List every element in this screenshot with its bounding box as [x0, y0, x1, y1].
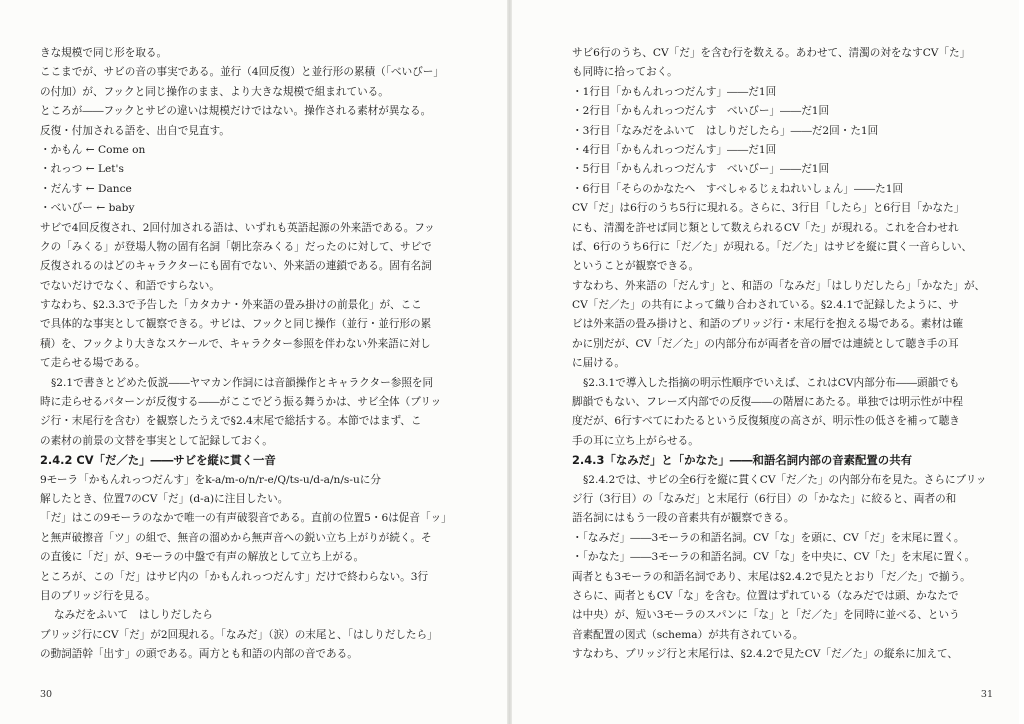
- text-line: ジ行・末尾行を含む）を観察したうえで§2.4末尾で総括する。本節ではまず、こ: [40, 415, 422, 428]
- list-item: ・2行目「かもんれっつだんす べいびー」――だ1回: [572, 105, 830, 118]
- right-page-body: [572, 44, 993, 665]
- left-page: [0, 0, 507, 724]
- list-item: ・れっつ ← Let's: [40, 163, 124, 176]
- text-line: ということが観察できる。: [572, 260, 700, 273]
- text-line: 度だが、6行すべてにわたるという反復頻度の高さが、明示性の低さを補って聴き: [572, 415, 960, 428]
- text-line: に届ける。: [572, 357, 625, 370]
- text-line: ビは外来語の畳み掛けと、和語のブリッジ行・末尾行を抱える場である。素材は確: [572, 318, 964, 331]
- section-heading: 2.4.2 CV「だ／た」――サビを縦に貫く一音: [40, 453, 276, 468]
- text-line: CV「だ」は6行のうち5行に現れる。さらに、3行目「したら」と6行目「かなた」: [572, 202, 965, 215]
- text-line: 反復・付加される語を、出自で見直す。: [40, 124, 230, 137]
- text-line: の付加）が、フックと同じ操作のまま、より大きな規模で組まれている。: [40, 85, 389, 98]
- lyric-quote: なみだをふいて はしりだしたら: [54, 609, 213, 622]
- text-line: かに別だが、CV「だ／た」の内部分布が両者を音の層では連続として聴き手の耳: [572, 337, 959, 350]
- text-line: ブリッジ行にCV「だ」が2回現れる。「なみだ」（涙）の末尾と、「はしりだしたら」: [40, 628, 438, 641]
- text-line: でないだけでなく、和語ですらない。: [40, 279, 220, 292]
- text-line: 反復されるのはどのキャラクターにも固有でない、外来語の連鎖である。固有名詞: [40, 260, 432, 273]
- right-page: [512, 0, 1019, 724]
- text-line: 手の耳に立ち上がらせる。: [572, 434, 699, 447]
- text-line: きな規模で同じ形を取る。: [40, 47, 168, 59]
- text-line: の素材の前景の文替を事実として記録しておく。: [40, 434, 273, 447]
- text-line: 積）を、フックより大きなスケールで、キャラクター参照を伴わない外来語に対し: [40, 337, 431, 350]
- text-line: すなわち、外来語の「だんす」と、和語の「なみだ」「はしりだしたら」「かなた」が、: [572, 279, 986, 292]
- text-line: て走らせる場である。: [40, 357, 146, 370]
- list-item: ・6行目「そらのかなたへ すべしゃるじぇねれいしょん」――た1回: [572, 182, 904, 195]
- text-line: さらに、両者ともCV「な」を含む。位置はずれている（なみだでは頭、かなたで: [572, 589, 959, 602]
- text-line: ところが――フックとサビの違いは規模だけではない。操作される素材が異なる。: [40, 105, 432, 118]
- list-item: ・3行目「なみだをふいて はしりだしたら」――だ2回・た1回: [572, 124, 879, 137]
- text-line: 音素配置の図式（schema）が共有されている。: [572, 628, 804, 641]
- text-line: の直後に「だ」が、9モーラの中盤で有声の解放として立ち上がる。: [40, 551, 365, 564]
- text-line: で具体的な事実として観察できる。サビは、フックと同じ操作（並行・並行形の累: [40, 318, 432, 331]
- text-line: と無声破擦音「ツ」の組で、無音の溜めから無声音への鋭い立ち上がりが続く。そ: [40, 531, 432, 544]
- text-line: ところが、この「だ」はサビ内の「かもんれっつだんす」だけで終わらない。3行: [40, 570, 429, 583]
- text-line: 両者とも3モーラの和語名詞であり、末尾は§2.4.2で見たとおり「だ／た」で揃う。: [572, 570, 971, 583]
- section-heading: 2.4.3「なみだ」と「かなた」――和語名詞内部の音素配置の共有: [572, 453, 912, 468]
- text-line: すなわち、§2.3.3で予告した「カタカナ・外来語の畳み掛けの前景化」が、ここ: [40, 299, 422, 312]
- text-line: 脚韻でもない、フレーズ内部での反復――の階層にあたる。単独では明示性が中程: [572, 396, 964, 409]
- text-line: ジ行（3行目）の「なみだ」と末尾行（6行目）の「かなた」に絞ると、両者の和: [572, 492, 957, 505]
- list-item: ・5行目「かもんれっつだんす べいびー」――だ1回: [572, 163, 830, 176]
- list-item: ・4行目「かもんれっつだんす」――だ1回: [572, 143, 777, 156]
- text-line: 時に走らせるパターンが反復する――がここでどう振る舞うかは、サビ全体（ブリッ: [40, 396, 442, 409]
- text-line: CV「だ／た」の共有によって織り合わされている。§2.4.1で記録したように、サ: [572, 299, 960, 312]
- text-line: §2.4.2では、サビの全6行を縦に貫くCV「だ／た」の内部分布を見た。さらにブリッ: [583, 473, 987, 486]
- text-line: 語名詞にはもう一段の音素共有が観察できる。: [572, 512, 795, 525]
- list-item: ・1行目「かもんれっつだんす」――だ1回: [572, 85, 777, 98]
- text-line: にも、清濁を許せば同じ類として数えられるCV「た」が現れる。これを合わせれ: [572, 221, 959, 234]
- text-line: 「だ」はこの9モーラのなかで唯一の有声破裂音である。直前の位置5・6は促音「ッ」: [40, 512, 452, 525]
- text-line: すなわち、ブリッジ行と末尾行は、§2.4.2で見たCV「だ／た」の縦糸に加えて、: [572, 648, 958, 661]
- text-line: 9モーラ「かもんれっつだんす」をk-a/m-o/n/r-e/Q/ts-u/d-a/n/s-uに分: [40, 473, 381, 486]
- text-line: クの「みくる」が登場人物の固有名詞「朝比奈みくる」だったのに対して、サビで: [40, 240, 432, 253]
- text-line: サビ6行のうち、CV「だ」を含む行を数える。あわせて、清濁の対をなすCV「た」: [572, 47, 971, 59]
- list-item: ・かもん ← Come on: [40, 143, 146, 156]
- text-line: ば、6行のうち6行に「だ／た」が現れる。「だ／た」はサビを縦に貫く一音らしい、: [572, 240, 973, 253]
- text-line: の動詞語幹「出す」の頭である。両方とも和語の内部の音である。: [40, 648, 358, 661]
- text-line: ここまでが、サビの音の事実である。並行（4回反復）と並行形の累積（「べいびー」: [40, 66, 444, 79]
- text-line: §2.3.1で導入した指摘の明示性順序でいえば、これはCV内部分布――頭韻でも: [583, 376, 960, 389]
- text-line: 目のブリッジ行を見る。: [40, 589, 156, 602]
- list-item: ・だんす ← Dance: [40, 182, 132, 195]
- text-line: サビで4回反復され、2回付加される語は、いずれも英語起源の外来語である。フッ: [40, 221, 435, 234]
- left-page-body: [40, 44, 477, 665]
- text-line: §2.1で書きとどめた仮説――ヤマカン作詞には音韻操作とキャラクター参照を同: [51, 376, 434, 389]
- text-line: は中央）が、短い3モーラのスパンに「な」と「だ／た」を同時に並べる、という: [572, 609, 960, 622]
- page-number: 31: [980, 689, 993, 700]
- list-item: ・べいびー ← baby: [40, 202, 135, 215]
- page-number: 30: [40, 689, 53, 700]
- text-line: も同時に拾っておく。: [572, 66, 678, 79]
- list-item: ・「なみだ」――3モーラの和語名詞。CV「な」を頭に、CV「だ」を末尾に置く。: [572, 531, 965, 544]
- list-item: ・「かなた」――3モーラの和語名詞。CV「な」を中央に、CV「た」を末尾に置く。: [572, 551, 976, 564]
- text-line: 解したとき、位置7のCV「だ」(d-a)に注目したい。: [40, 492, 289, 505]
